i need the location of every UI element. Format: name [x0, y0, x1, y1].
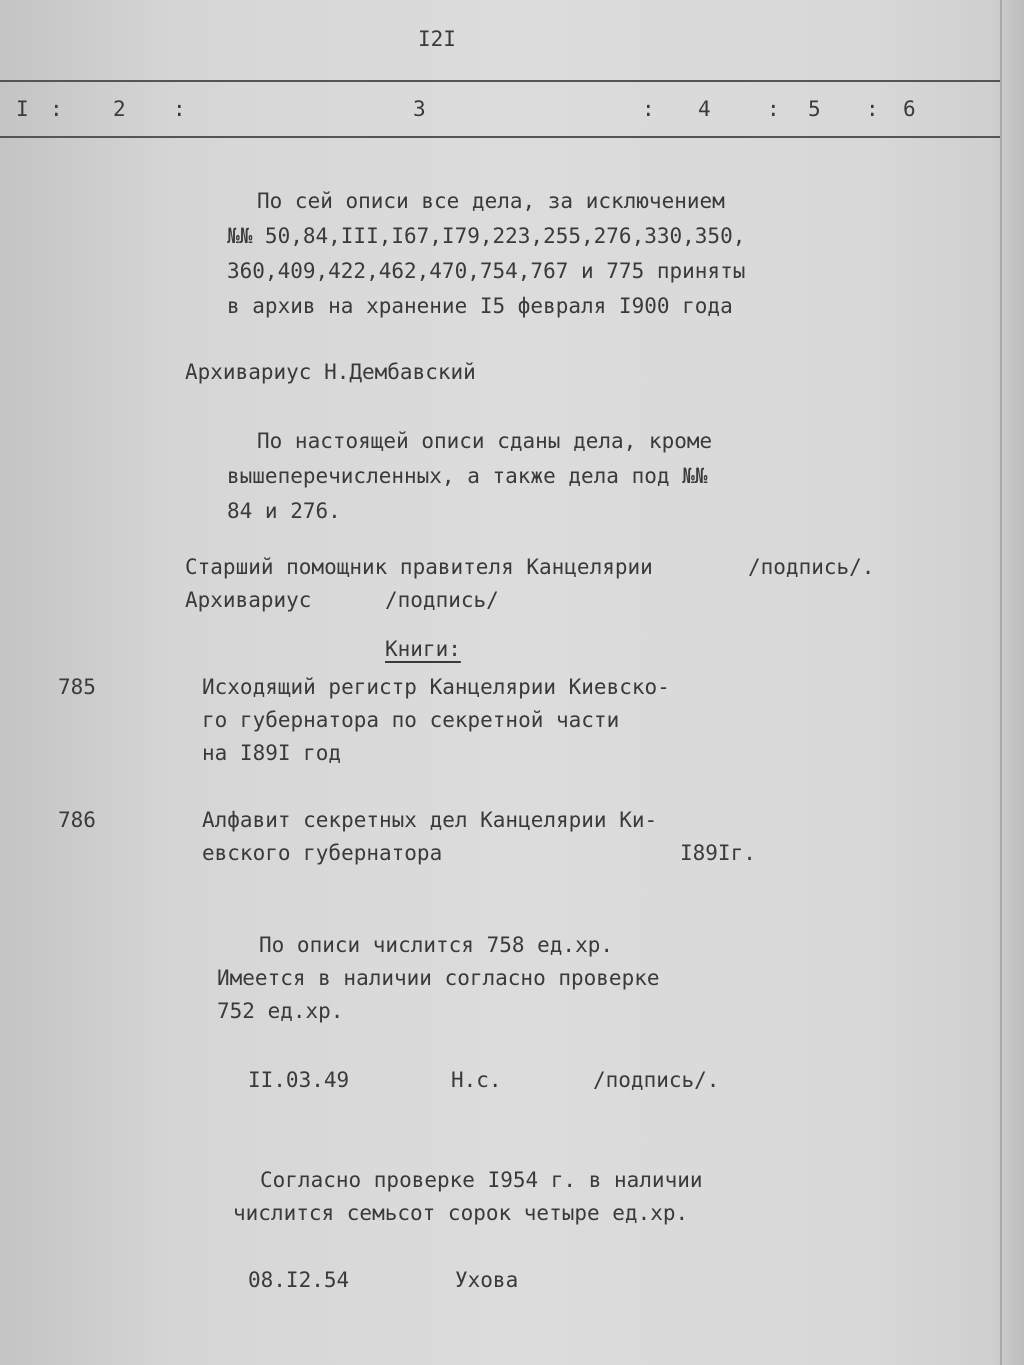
check1949-line: Имеется в наличии согласно проверке	[217, 966, 660, 990]
column-number-1: I	[16, 97, 29, 121]
check1949-line: По описи числится 758 ед.хр.	[259, 933, 614, 957]
column-separator: :	[642, 97, 655, 121]
assistant-role: Старший помощник правителя Канцелярии	[185, 555, 653, 579]
book-title-line: го губернатора по секретной части	[202, 708, 620, 732]
check1954-date: 08.I2.54	[248, 1268, 350, 1292]
handover-line: 84 и 276.	[227, 499, 341, 523]
acceptance-line: в архив на хранение I5 февраля I900 года	[227, 294, 733, 318]
book-number: 786	[58, 808, 96, 832]
acceptance-line: По сей описи все дела, за исключением	[257, 189, 725, 213]
check1949-line: 752 ед.хр.	[217, 999, 344, 1023]
books-heading: Книги:	[385, 637, 461, 661]
archivist-signature: Архивариус Н.Дембавский	[185, 360, 476, 384]
check1954-line: числится семьсот сорок четыре ед.хр.	[233, 1201, 689, 1225]
header-rule-top	[0, 80, 1000, 82]
page-number: I2I	[418, 27, 456, 51]
check1949-date: II.03.49	[248, 1068, 350, 1092]
column-separator: :	[767, 97, 780, 121]
check1949-initials: Н.с.	[451, 1068, 502, 1092]
book-number: 785	[58, 675, 96, 699]
handover-line: По настоящей описи сданы дела, кроме	[257, 429, 713, 453]
assistant-signature: /подпись/.	[748, 555, 875, 579]
column-number-5: 5	[808, 97, 821, 121]
column-number-4: 4	[698, 97, 711, 121]
column-number-3: 3	[413, 97, 426, 121]
check1949-signature: /подпись/.	[593, 1068, 720, 1092]
book-title-line: Алфавит секретных дел Канцелярии Ки-	[202, 808, 658, 832]
check1954-line: Согласно проверке I954 г. в наличии	[260, 1168, 703, 1192]
handover-line: вышеперечисленных, а также дела под №№	[227, 464, 708, 488]
book-year: I89Iг.	[680, 841, 756, 865]
page-edge	[1000, 0, 1002, 1365]
archivist-role: Архивариус	[185, 588, 312, 612]
column-separator: :	[50, 97, 63, 121]
column-number-2: 2	[113, 97, 126, 121]
book-title-line: евского губернатора	[202, 841, 443, 865]
column-separator: :	[866, 97, 879, 121]
archivist-signature-mark: /подпись/	[385, 588, 499, 612]
book-title-line: на I89I год	[202, 741, 342, 765]
column-separator: :	[173, 97, 186, 121]
check1954-name: Ухова	[455, 1268, 519, 1292]
header-rule-bottom	[0, 136, 1000, 138]
column-number-6: 6	[903, 97, 916, 121]
acceptance-line: 360,409,422,462,470,754,767 и 775 приняты	[227, 259, 746, 283]
acceptance-line: №№ 50,84,III,I67,I79,223,255,276,330,350,	[227, 224, 746, 248]
book-title-line: Исходящий регистр Канцелярии Киевско-	[202, 675, 670, 699]
